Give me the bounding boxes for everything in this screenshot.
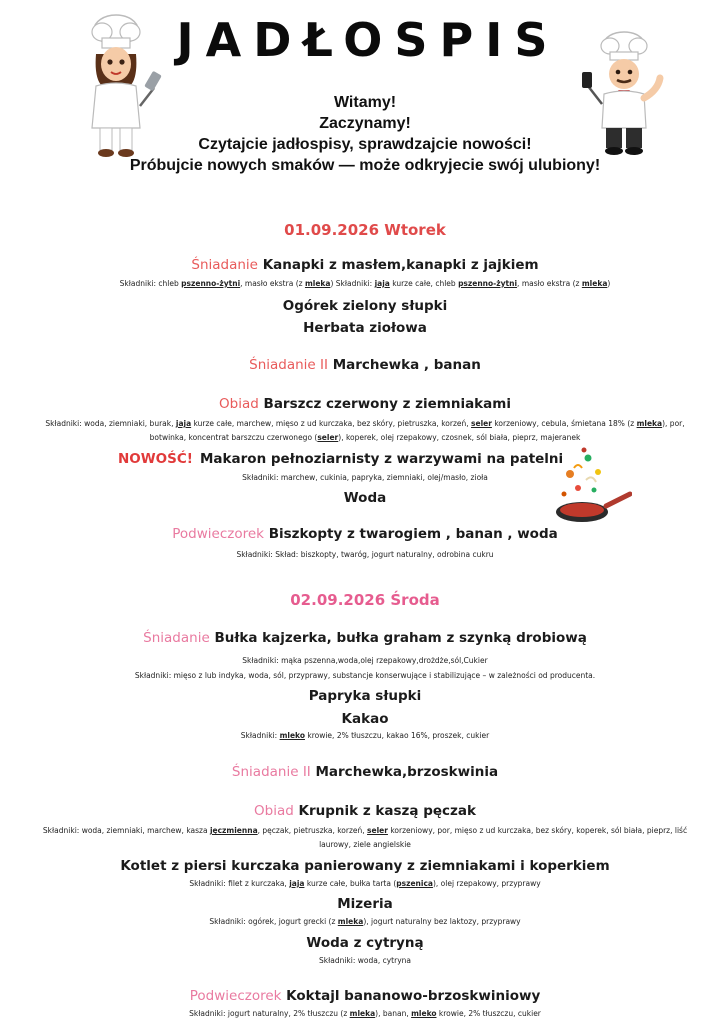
ingredient-text: ), koperek, olej rzepakowy, czosnek, sól biała, pieprz, majeranek (338, 433, 581, 442)
dish-name: Ogórek zielony słupki (282, 298, 448, 314)
ingredient-text: ), banan, (375, 1009, 412, 1018)
ingredient-text: , masło ekstra (z (517, 279, 582, 288)
meal-label: Podwieczorek (189, 988, 282, 1004)
ingredient-text: kurze całe, bułka tarta ( (304, 879, 397, 888)
allergen: seler (367, 826, 388, 835)
ingredient-text: Składniki: jogurt naturalny, 2% tłuszczu (z (189, 1009, 350, 1018)
ingredient-text: korzeniowy, cebula, śmietana 18% (z (491, 419, 637, 428)
meal-label: Śniadanie (143, 630, 210, 646)
day1-snack (0, 526, 713, 542)
day2-date: 02.09.2026 Środa (290, 591, 440, 609)
intro-text (100, 92, 630, 176)
day1-breakfast2 (0, 357, 713, 373)
ingredient-text: ) Składniki: (330, 279, 375, 288)
meal-label: Śniadanie II (249, 357, 328, 373)
dish-name: Kotlet z piersi kurczaka panierowany z ziemniakami i koperkiem (120, 858, 610, 874)
dish-name: Marchewka , banan (332, 357, 481, 373)
ingredient-text: ), por, (662, 419, 685, 428)
ingredients (10, 879, 713, 888)
allergen: mleka (337, 917, 364, 926)
dish-name: Herbata ziołowa (303, 320, 427, 336)
ingredients: Składniki: woda, cytryna (319, 956, 411, 965)
day2-breakfast (0, 630, 713, 646)
ingredients: Składniki: marchew, cukinia, papryka, ziemniaki, olej/masło, zioła (242, 473, 488, 482)
day2-breakfast2 (0, 764, 713, 780)
allergen: jaja (374, 279, 390, 288)
allergen: mleka (581, 279, 608, 288)
dish-name: Woda z cytryną (306, 935, 424, 951)
ingredient-text: Składniki: woda, ziemniaki, marchew, kasza (42, 826, 210, 835)
allergen: mleka (636, 419, 663, 428)
ingredients: Składniki: Skład: biszkopty, twaróg, jogurt naturalny, odrobina cukru (236, 550, 494, 559)
ingredient-text: ) (607, 279, 611, 288)
ingredient-text: ), olej rzepakowy, przyprawy (432, 879, 541, 888)
allergen: pszenica (396, 879, 433, 888)
allergen: pszenno-żytni (458, 279, 518, 288)
dish-name: Krupnik z kaszą pęczak (298, 803, 476, 819)
dish-name: Bułka kajzerka, bułka graham z szynką drobiową (214, 630, 587, 646)
dish-name: Biszkopty z twarogiem , banan , woda (268, 526, 558, 542)
intro-line: Witamy! (333, 94, 397, 111)
ingredient-text: Składniki: woda, ziemniaki, burak, (45, 419, 176, 428)
ingredients (10, 433, 713, 442)
dish-name: Woda (343, 490, 387, 506)
ingredient-text: krowie, 2% tłuszczu, kakao 16%, proszek, cukier (304, 731, 490, 740)
page-title: JADŁOSPIS (176, 13, 560, 67)
allergen: pszenno-żytni (181, 279, 241, 288)
ingredient-text: Składniki: chleb (119, 279, 182, 288)
intro-line: Zaczynamy! (319, 115, 411, 132)
ingredient-text: kurze całe, chleb (389, 279, 459, 288)
day1-lunch (0, 396, 713, 412)
allergen: mleko (279, 731, 305, 740)
dish-name: Mizeria (337, 896, 393, 912)
ingredient-text: , pęczak, pietruszka, korzeń, (257, 826, 368, 835)
dish-name: Barszcz czerwony z ziemniakami (263, 396, 511, 412)
meal-label: Śniadanie II (231, 764, 311, 780)
ingredients (10, 917, 713, 926)
ingredient-text: , masło ekstra (z (240, 279, 305, 288)
dish-name: Papryka słupki (308, 688, 422, 704)
ingredients: Składniki: mięso z lub indyka, woda, sól, przyprawy, substancje konserwujące i stabilizujące – w zależności od producenta. (134, 671, 596, 680)
allergen: mleko (411, 1009, 437, 1018)
dish-name: Koktajl bananowo-brzoskwiniowy (286, 988, 541, 1004)
allergen: mleka (349, 1009, 376, 1018)
allergen: mleka (304, 279, 331, 288)
ingredient-text: krowie, 2% tłuszczu, cukier (436, 1009, 541, 1018)
ingredients (10, 1009, 713, 1018)
allergen: jaja (289, 879, 305, 888)
day2-snack (0, 988, 713, 1004)
ingredients (10, 731, 713, 740)
ingredients (10, 826, 713, 835)
ingredient-text: Składniki: filet z kurczaka, (189, 879, 290, 888)
dish-name: Kanapki z masłem,kanapki z jajkiem (262, 257, 539, 273)
ingredient-text: botwinka, koncentrat barszczu czerwonego ( (149, 433, 318, 442)
meal-label: Podwieczorek (172, 526, 264, 542)
allergen: jaja (175, 419, 192, 428)
meal-label: Obiad (254, 803, 294, 819)
meal-label: Obiad (219, 396, 259, 412)
dish-name: Makaron pełnoziarnisty z warzywami na patelni (200, 451, 564, 467)
ingredient-text: Składniki: ogórek, jogurt grecki (z (209, 917, 338, 926)
ingredients: laurowy, ziele angielskie (319, 840, 411, 849)
allergen: seler (317, 433, 339, 442)
dish-name: Marchewka,brzoskwinia (315, 764, 499, 780)
day1-date: 01.09.2026 Wtorek (284, 221, 446, 239)
ingredients: Składniki: mąka pszenna,woda,olej rzepakowy,drożdże,sól,Cukier (242, 656, 488, 665)
dish-name: Kakao (341, 711, 389, 727)
ingredients (10, 419, 713, 428)
meal-label: Śniadanie (191, 257, 258, 273)
frying-pan-icon (548, 444, 632, 530)
day1-breakfast (0, 257, 713, 273)
ingredients (10, 279, 713, 288)
intro-line: Czytajcie jadłospisy, sprawdzajcie nowości! (198, 136, 532, 153)
ingredient-text: ), jogurt naturalny bez laktozy, przyprawy (363, 917, 521, 926)
ingredient-text: kurze całe, marchew, mięso z ud kurczaka, bez skóry, pietruszka, korzeń, (191, 419, 472, 428)
ingredient-text: Składniki: (240, 731, 280, 740)
allergen: seler (471, 419, 492, 428)
ingredient-text: korzeniowy, por, mięso z ud kurczaka, bez skóry, koperek, sól biała, pieprz, liść (387, 826, 688, 835)
intro-line: Próbujcie nowych smaków — może odkryjecie swój ulubiony! (129, 157, 601, 174)
allergen: jęczmienna (209, 826, 258, 835)
new-badge: NOWOŚĆ! (118, 451, 193, 467)
day2-lunch (0, 803, 713, 819)
